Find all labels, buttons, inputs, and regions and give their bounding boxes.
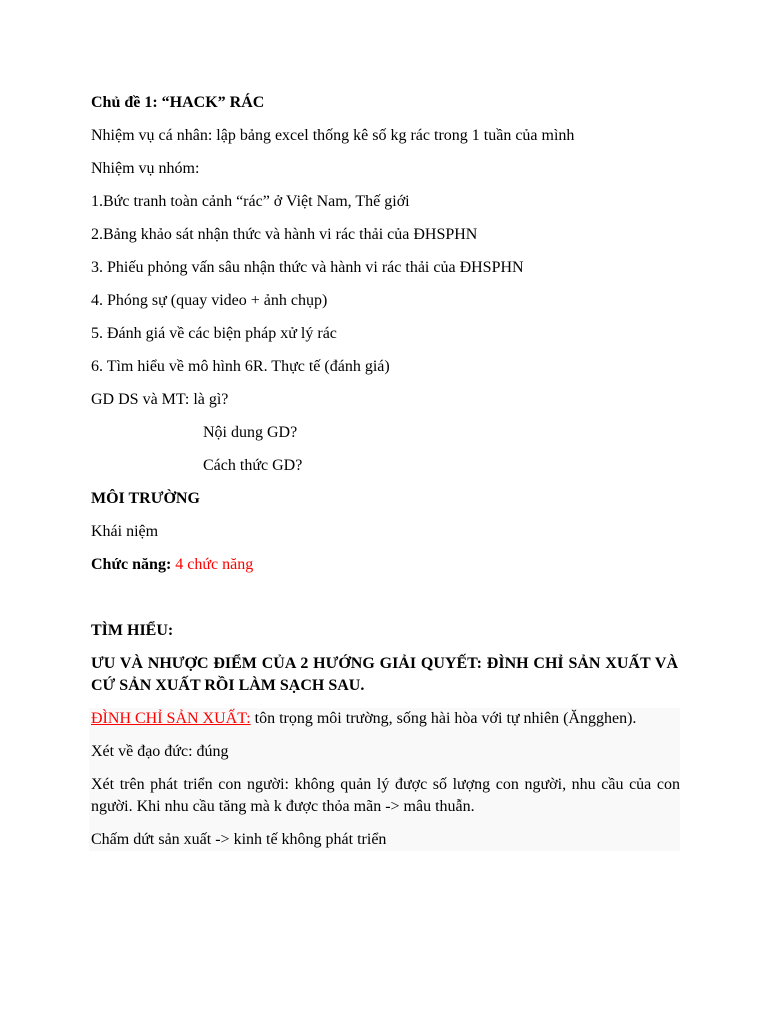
- environment-heading: MÔI TRƯỜNG: [91, 490, 200, 507]
- human-development-paragraph: Xét trên phát triển con người: không quản lý được số lượng con người, nhu cầu của con người. Khi nhu cầu tăng mà k được thỏa mãn -> mâu thuẫn.: [91, 776, 680, 815]
- function-label: Chức năng:: [91, 556, 172, 573]
- function-value: 4 chức năng: [175, 556, 254, 573]
- stop-production-paragraph: [91, 708, 680, 730]
- task-item: 3. Phiếu phỏng vấn sâu nhận thức và hành vi rác thải của ĐHSPHN: [91, 259, 524, 276]
- gd-question: GD DS và MT: là gì?: [91, 391, 229, 408]
- group-task-heading: Nhiệm vụ nhóm:: [91, 160, 200, 177]
- gd-method: Cách thức GD?: [203, 457, 303, 474]
- function-line: [91, 554, 678, 576]
- concept-line: Khái niệm: [91, 523, 159, 540]
- individual-task: Nhiệm vụ cá nhân: lập bảng excel thống kê số kg rác trong 1 tuần của mình: [91, 127, 575, 144]
- task-item: 6. Tìm hiểu về mô hình 6R. Thực tế (đánh giá): [91, 358, 390, 375]
- task-item: 2.Bảng khảo sát nhận thức và hành vi rác thải của ĐHSPHN: [91, 226, 478, 243]
- economy-line: Chấm dứt sản xuất -> kinh tế không phát triển: [91, 831, 387, 848]
- topic-title: Chủ đề 1: “HACK” RÁC: [91, 94, 265, 111]
- document-page: [91, 92, 678, 862]
- stop-production-text: tôn trọng môi trường, sống hài hòa với tự nhiên (Ăngghen).: [250, 710, 637, 727]
- blank-line: [91, 587, 678, 620]
- research-heading: TÌM HIỂU:: [91, 622, 174, 639]
- shaded-section: [89, 708, 680, 851]
- ethics-line: Xét về đạo đức: đúng: [91, 743, 229, 760]
- gd-content: Nội dung GD?: [203, 424, 298, 441]
- stop-production-label: ĐÌNH CHỈ SẢN XUẤT:: [91, 710, 251, 727]
- task-item: 1.Bức tranh toàn cảnh “rác” ở Việt Nam, Thế giới: [91, 193, 410, 210]
- task-item: 4. Phóng sự (quay video + ảnh chụp): [91, 292, 328, 309]
- task-item: 5. Đánh giá về các biện pháp xử lý rác: [91, 325, 337, 342]
- pros-cons-heading: ƯU VÀ NHƯỢC ĐIỂM CỦA 2 HƯỚNG GIẢI QUYẾT: ĐÌNH CHỈ SẢN XUẤT VÀ CỨ SẢN XUẤT RỒI LÀM SẠCH SAU.: [91, 655, 678, 694]
